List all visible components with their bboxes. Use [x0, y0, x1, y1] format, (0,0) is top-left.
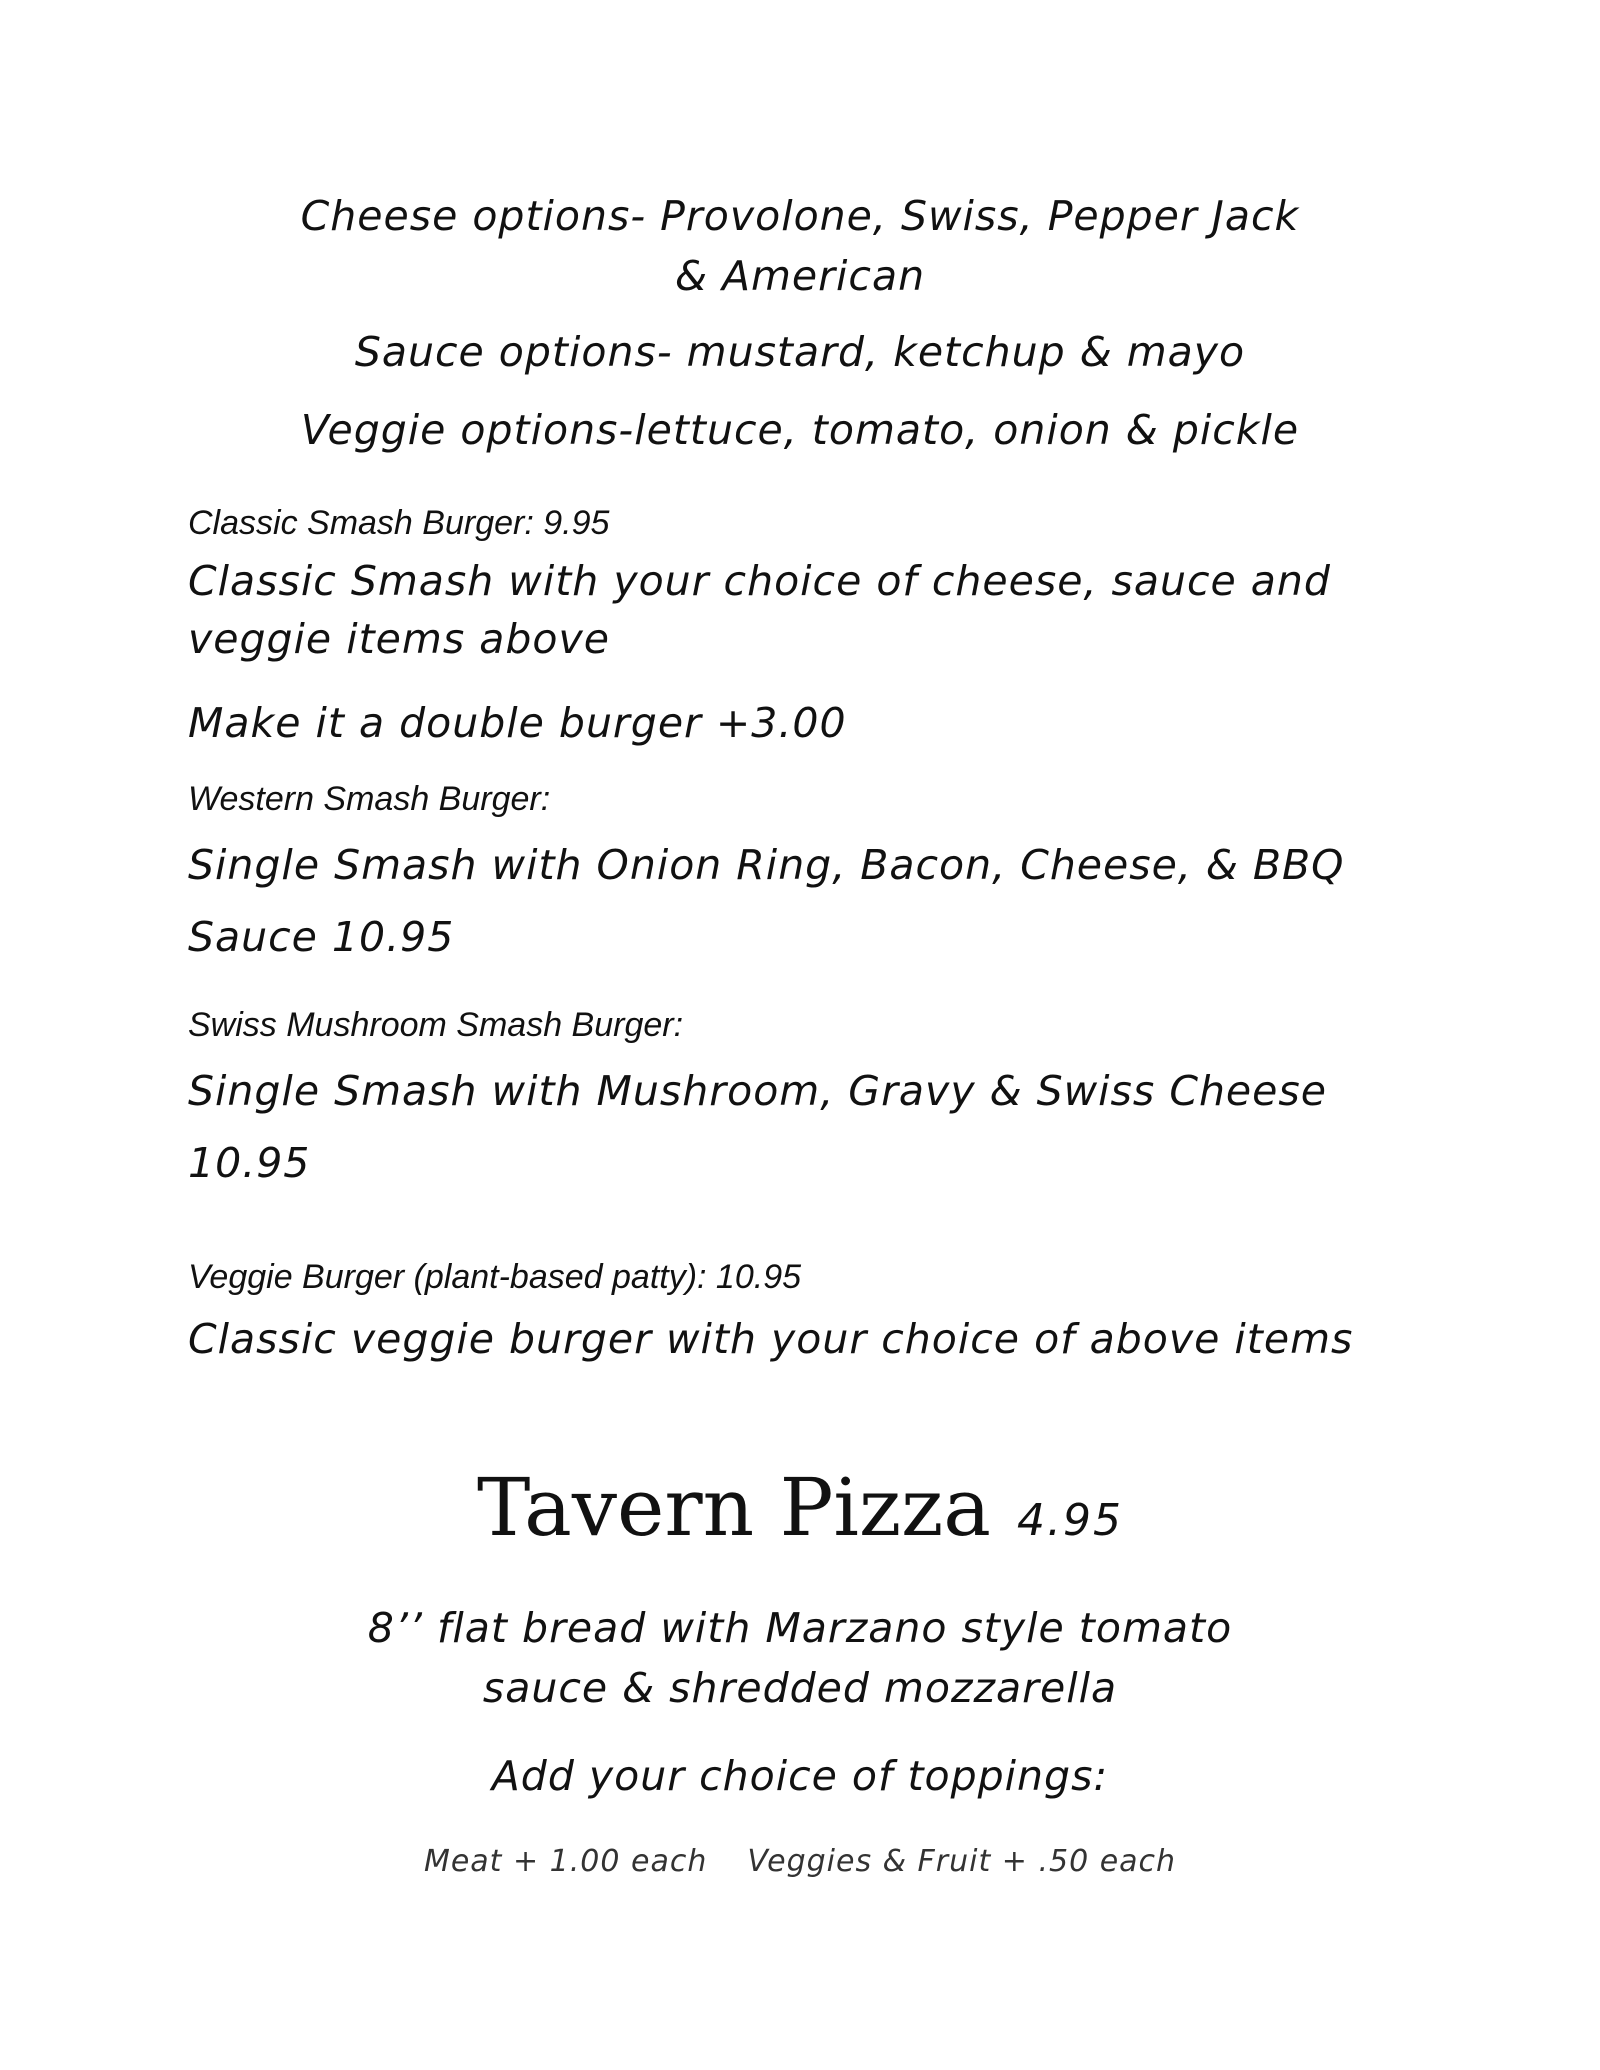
pizza-toppings-prices — [0, 1842, 1600, 1882]
veggie-burger-description: Classic veggie burger with your choice of above items — [188, 1315, 1354, 1363]
veggie-fruit-topping-price: Veggies & Fruit + .50 each — [747, 1844, 1177, 1879]
pizza-description: 8’’ flat bread with Marzano style tomato sauce & shredded mozzarella — [367, 1604, 1233, 1712]
western-burger-description-line1: Single Smash with Onion Ring, Bacon, Cheese, & BBQ — [188, 841, 1345, 889]
meat-topping-price: Meat + 1.00 each — [423, 1844, 708, 1879]
swiss-mushroom-burger-description-line1: Single Smash with Mushroom, Gravy & Swiss Cheese — [188, 1067, 1327, 1115]
western-burger-title: Western Smash Burger: — [188, 780, 551, 818]
western-burger-description-line2: Sauce 10.95 — [188, 913, 455, 961]
veggie-options: Veggie options-lettuce, tomato, onion & pickle — [300, 406, 1300, 454]
pizza-heading — [0, 1460, 1600, 1556]
classic-burger-description: Classic Smash with your choice of cheese, sauce and veggie items above — [188, 557, 1331, 663]
sauce-options: Sauce options- mustard, ketchup & mayo — [354, 328, 1246, 376]
pizza-title: Tavern Pizza — [477, 1461, 991, 1554]
cheese-options: Cheese options- Provolone, Swiss, Pepper Jack & American — [300, 192, 1300, 300]
classic-burger-title: Classic Smash Burger: 9.95 — [188, 504, 610, 542]
pizza-toppings-heading: Add your choice of toppings: — [491, 1752, 1109, 1800]
classic-burger-upgrade: Make it a double burger +3.00 — [188, 699, 847, 747]
swiss-mushroom-burger-description-line2: 10.95 — [188, 1139, 311, 1187]
swiss-mushroom-burger-title: Swiss Mushroom Smash Burger: — [188, 1006, 684, 1044]
pizza-price: 4.95 — [1017, 1495, 1123, 1546]
veggie-burger-title: Veggie Burger (plant-based patty): 10.95 — [188, 1258, 802, 1296]
